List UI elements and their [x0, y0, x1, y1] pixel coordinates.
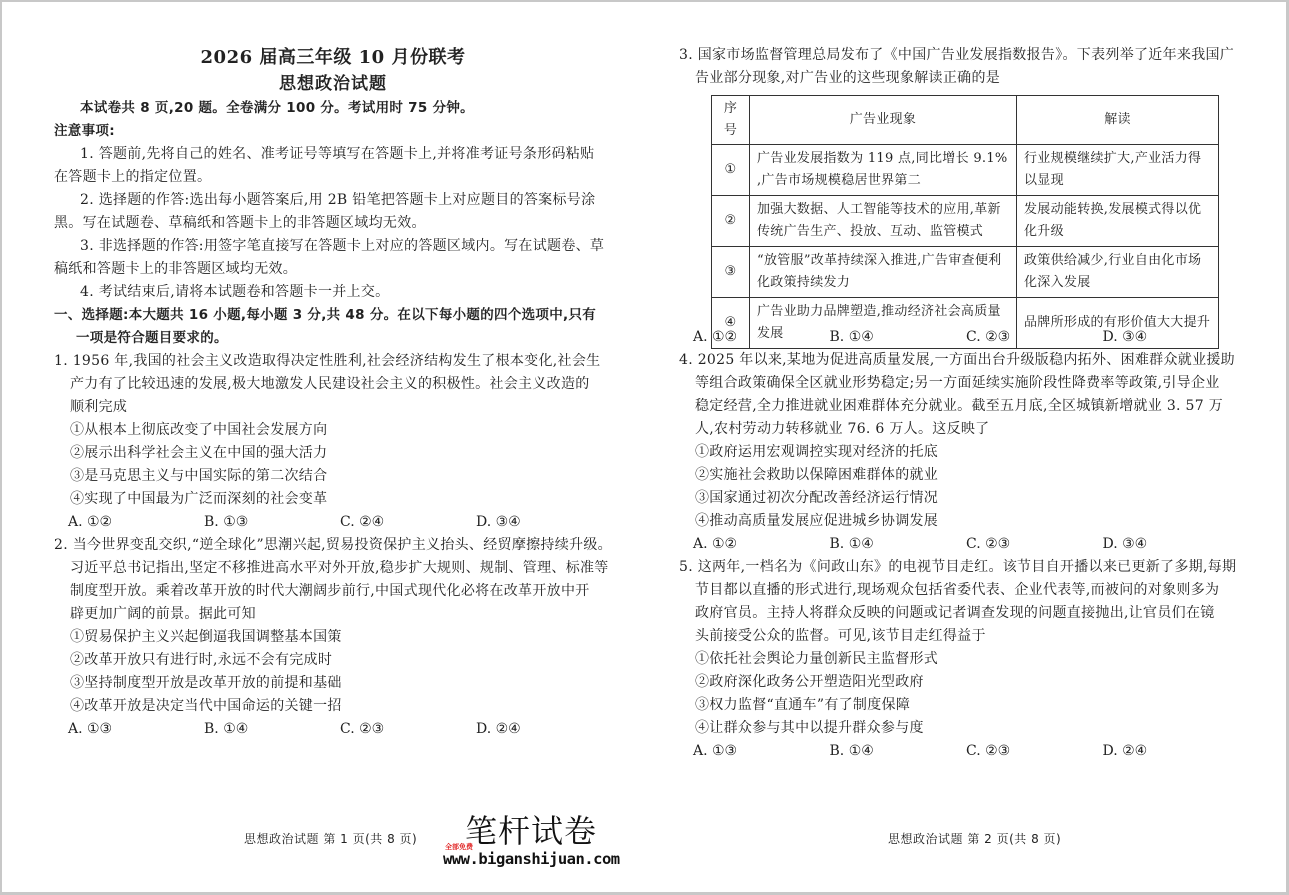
row-index: ③	[712, 247, 750, 298]
option-b: B. ①④	[829, 536, 874, 552]
question-stem-line: 告业部分现象,对广告业的这些现象解读正确的是	[695, 70, 1001, 86]
question-stem-line: 制度型开放。乘着改革开放的时代大潮阔步前行,中国式现代化必将在改革开放中开	[70, 583, 590, 599]
exam-title: 2026 届高三年级 10 月份联考	[200, 47, 466, 68]
question-stem-line: 产力有了比较迅速的发展,极大地激发人民建设社会主义的积极性。社会主义改造的	[70, 376, 590, 392]
option-d: D. ②④	[476, 721, 521, 737]
question-item: ②政府深化政务公开塑造阳光型政府	[695, 674, 924, 690]
row-phenomenon: 加强大数据、人工智能等技术的应用,革新传统广告生产、投放、互动、监管模式	[750, 196, 1017, 247]
answer-options	[54, 718, 612, 741]
question-3	[679, 44, 1239, 90]
question-stem-line: 政府官员。主持人将群众反映的问题或记者调查发现的问题直接抛出,让官员们在镜	[695, 605, 1215, 621]
question-item: ①政府运用宏观调控实现对经济的托底	[695, 444, 939, 460]
row-reading: 发展动能转换,发展模式得以优化升级	[1017, 196, 1219, 247]
question-2	[54, 534, 612, 741]
question-stem-line: 头前接受公众的监督。可见,该节目走红得益于	[695, 628, 986, 644]
notice-2-line-2: 黑。写在试题卷、草稿纸和答题卡上的非答题区域均无效。	[54, 215, 426, 231]
header-reading: 解读	[1017, 96, 1219, 145]
question-item: ③坚持制度型开放是改革开放的前提和基础	[70, 675, 342, 691]
question-item: ④改革开放是决定当代中国命运的关键一招	[70, 698, 342, 714]
option-c: C. ②③	[966, 329, 1011, 345]
option-d: D. ③④	[476, 514, 521, 530]
option-b: B. ①④	[204, 721, 249, 737]
notice-heading: 注意事项:	[54, 123, 115, 139]
answer-options	[679, 740, 1239, 763]
option-a: A. ①②	[68, 514, 113, 530]
question-item: ④实现了中国最为广泛而深刻的社会变革	[70, 491, 328, 507]
page-2-column-continued	[679, 326, 1239, 763]
page-2-column	[679, 44, 1239, 90]
question-stem-line: 节目都以直播的形式进行,现场观众包括省委代表、企业代表等,而被问的对象则多为	[695, 582, 1220, 598]
question-stem-line: 人,农村劳动力转移就业 76. 6 万人。这反映了	[695, 421, 990, 437]
question-stem-line: 5. 这两年,一档名为《问政山东》的电视节目走红。该节目自开播以来已更新了多期,每期	[679, 559, 1237, 575]
question-stem-line: 4. 2025 年以来,某地为促进高质量发展,一方面出台升级版稳内拓外、困难群众就业援助	[679, 352, 1235, 368]
option-b: B. ①④	[829, 329, 874, 345]
question-item: ④让群众参与其中以提升群众参与度	[695, 720, 924, 736]
question-stem-line: 3. 国家市场监督管理总局发布了《中国广告业发展指数报告》。下表列举了近年来我国广	[679, 47, 1235, 63]
watermark-brand: 笔杆试卷	[465, 812, 598, 850]
row-index: ②	[712, 196, 750, 247]
page-1-column	[54, 44, 612, 741]
notice-4-line-1: 4. 考试结束后,请将本试题卷和答题卡一并上交。	[80, 284, 390, 300]
row-index: ①	[712, 145, 750, 196]
exam-subject: 思想政治试题	[279, 74, 387, 94]
notice-1-line-2: 在答题卡上的指定位置。	[54, 169, 212, 185]
notice-3-line-1: 3. 非选择题的作答:用签字笔直接写在答题卡上对应的答题区域内。写在试题卷、草	[80, 238, 605, 254]
page-2-footer: 思想政治试题 第 2 页(共 8 页)	[888, 832, 1062, 846]
row-index: ④	[712, 298, 750, 349]
option-c: C. ②③	[966, 743, 1011, 759]
row-phenomenon: 广告业助力品牌塑造,推动经济社会高质量发展	[750, 298, 1017, 349]
option-d: D. ②④	[1102, 743, 1148, 759]
notice-1-line-1: 1. 答题前,先将自己的姓名、准考证号等填写在答题卡上,并将准考证号条形码粘贴	[80, 146, 595, 162]
notice-2-line-1: 2. 选择题的作答:选出每小题答案后,用 2B 铅笔把答题卡上对应题目的答案标号涂	[80, 192, 596, 208]
table-row	[712, 247, 1219, 298]
option-c: C. ②④	[340, 514, 385, 530]
question-stem-line: 1. 1956 年,我国的社会主义改造取得决定性胜利,社会经济结构发生了根本变化,社会生	[54, 353, 601, 369]
question-item: ②改革开放只有进行时,永远不会有完成时	[70, 652, 333, 668]
question-stem-line: 稳定经营,全力推进就业困难群体充分就业。截至五月底,全区城镇新增就业 3. 57 万	[695, 398, 1224, 414]
answer-options	[54, 511, 612, 534]
question-item: ①依托社会舆论力量创新民主监督形式	[695, 651, 939, 667]
question-item: ④推动高质量发展应促进城乡协调发展	[695, 513, 939, 529]
watermark-url: www.biganshijuan.com	[443, 850, 620, 868]
option-a: A. ①②	[693, 536, 738, 552]
section-heading-line-1: 一、选择题:本大题共 16 小题,每小题 3 分,共 48 分。在以下每小题的四个选项中,只有	[54, 307, 597, 323]
watermark-tag: 全部免费	[445, 843, 473, 851]
question-stem-line: 等组合政策确保全区就业形势稳定;另一方面延续实施阶段性降费率等政策,引导企业	[695, 375, 1220, 391]
question-item: ①从根本上彻底改变了中国社会发展方向	[70, 422, 328, 438]
row-reading: 行业规模继续扩大,产业活力得以显现	[1017, 145, 1219, 196]
question-stem-line: 辟更加广阔的前景。据此可知	[70, 606, 256, 622]
option-a: A. ①③	[68, 721, 113, 737]
question-item: ③国家通过初次分配改善经济运行情况	[695, 490, 939, 506]
question-item: ③权力监督“直通车”有了制度保障	[695, 697, 911, 713]
option-b: B. ①③	[204, 514, 249, 530]
row-reading: 政策供给减少,行业自由化市场化深入发展	[1017, 247, 1219, 298]
row-phenomenon: 广告业发展指数为 119 点,同比增长 9.1% ,广告市场规模稳居世界第二	[750, 145, 1017, 196]
notice-3-line-2: 稿纸和答题卡上的非答题区域均无效。	[54, 261, 298, 277]
section-heading-line-2: 一项是符合题目要求的。	[76, 330, 228, 346]
exam-summary: 本试卷共 8 页,20 题。全卷满分 100 分。考试用时 75 分钟。	[80, 100, 474, 116]
question-stem-line: 顺利完成	[70, 399, 128, 415]
page-1-footer: 思想政治试题 第 1 页(共 8 页)	[244, 832, 418, 846]
row-reading: 品牌所形成的有形价值大大提升	[1017, 298, 1219, 349]
question-item: ③是马克思主义与中国实际的第二次结合	[70, 468, 328, 484]
option-c: C. ②③	[966, 536, 1011, 552]
table-row	[712, 196, 1219, 247]
option-a: A. ①③	[693, 743, 738, 759]
question-stem-line: 习近平总书记指出,坚定不移推进高水平对外开放,稳步扩大规则、规制、管理、标准等	[70, 560, 609, 576]
question-5	[679, 556, 1239, 763]
answer-options	[679, 533, 1239, 556]
question-stem-line: 2. 当今世界变乱交织,“逆全球化”思潮兴起,贸易投资保护主义抬头、经贸摩擦持续升级。	[54, 537, 612, 553]
table-row	[712, 145, 1219, 196]
option-b: B. ①④	[829, 743, 874, 759]
header-phenomenon: 广告业现象	[750, 96, 1017, 145]
header-index: 序号	[712, 96, 750, 145]
option-d: D. ③④	[1102, 329, 1148, 345]
option-d: D. ③④	[1102, 536, 1148, 552]
advertising-table	[711, 95, 1219, 349]
question-item: ②展示出科学社会主义在中国的强大活力	[70, 445, 328, 461]
question-item: ②实施社会救助以保障困难群体的就业	[695, 467, 939, 483]
question-4	[679, 349, 1239, 556]
row-phenomenon: “放管服”改革持续深入推进,广告审查便利化政策持续发力	[750, 247, 1017, 298]
question-item: ①贸易保护主义兴起倒逼我国调整基本国策	[70, 629, 342, 645]
watermark-logo	[443, 812, 623, 871]
option-c: C. ②③	[340, 721, 385, 737]
option-a: A. ①②	[693, 329, 738, 345]
question-1	[54, 350, 612, 534]
answer-options	[679, 326, 1239, 349]
table-header-row	[712, 96, 1219, 145]
